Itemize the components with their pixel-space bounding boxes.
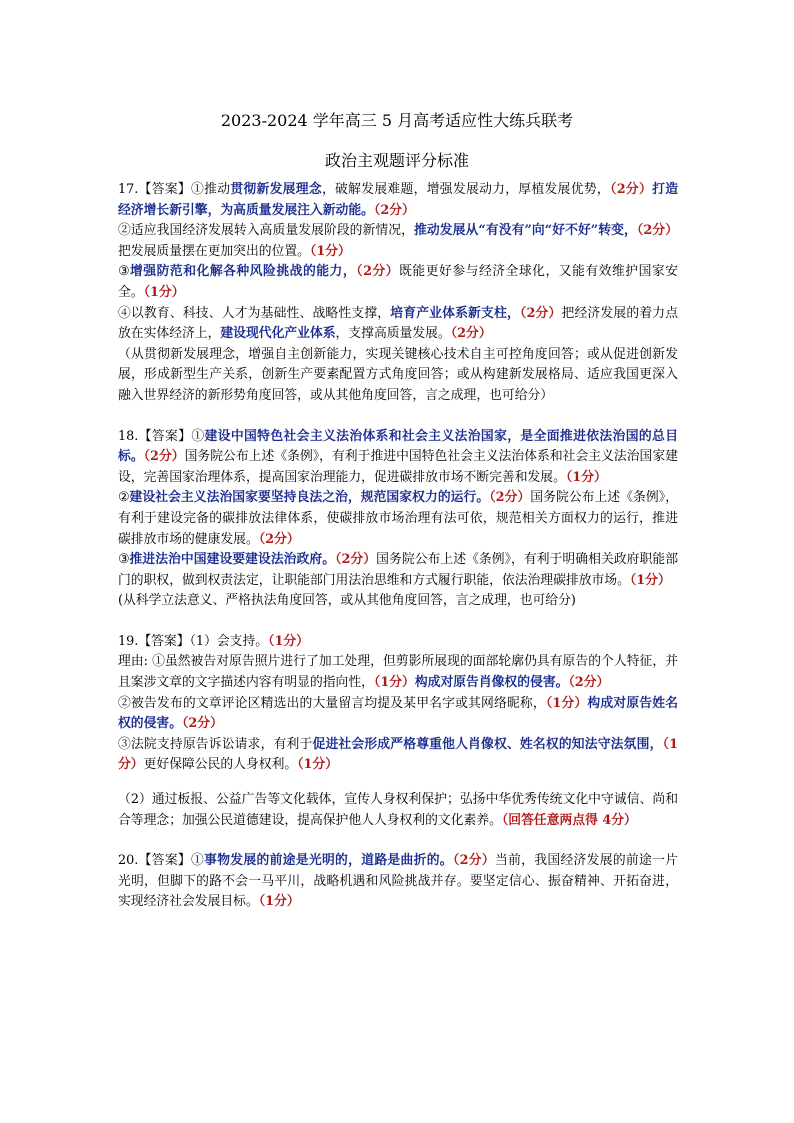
- q19-answer: [118, 632, 678, 653]
- score-label: （1分）: [143, 284, 185, 300]
- answer-text: ②被告发布的文章评论区精选出的大量留言均提及某甲名字或其网络昵称，: [118, 695, 546, 711]
- score-label: （1分）: [118, 736, 679, 773]
- score-label: （2分）: [450, 326, 492, 342]
- answer-text: ，破解发展难题，增强发展动力，厚植发展优势，: [321, 182, 611, 197]
- answer-text: 国务院公布上述《条例》，有利于推进中国特色社会主义法治体系和社会主义法治国家建设，完善国家治理体系，提高国家治理能力，促进碳排放市场不断完善和发展。: [118, 449, 678, 485]
- answer-text: ③法院支持原告诉讼请求，有利于: [118, 736, 313, 752]
- q17-point-2: [118, 221, 678, 262]
- score-label: （2分）: [610, 182, 653, 197]
- key-point-text: 推进法治中国建设要建设法治政府。: [129, 552, 336, 568]
- q17-point-3: [118, 262, 678, 303]
- score-label: （回答任意两点得 4分）: [501, 812, 637, 828]
- key-point-text: 构成对原告肖像权的侵害。: [414, 675, 569, 691]
- q18-point-1: [118, 427, 678, 489]
- score-label: （1分）: [545, 695, 588, 711]
- key-point-text: 建设社会主义法治国家要坚持良法之治，规范国家权力的运行。: [129, 490, 490, 506]
- answer-text: ③: [118, 552, 130, 568]
- key-point-text: 事物发展的前途是光明的，道路是曲折的。: [204, 853, 453, 869]
- spacer: [118, 831, 678, 851]
- score-label: （2分）: [636, 223, 678, 239]
- answer-text: 国务院公布上述《条例》，有利于建设完备的碳排放法律体系，使碳排放市场治理有法可依，规范相关方面权力的运行，推进碳排放市场的健康发展。: [118, 490, 678, 547]
- answer-text: 既能更好参与经济全球化，又能有效维护国家安全。: [118, 264, 678, 300]
- q19-reason-1: [118, 652, 678, 693]
- spacer: [118, 407, 678, 427]
- answer-text: 当前，我国经济发展的前途一片光明，但脚下的路不会一马平川，战略机遇和风险挑战并存。要坚定信心、振奋精神、开拓奋进，实现经济社会发展目标。: [118, 853, 679, 910]
- key-point-text: 构成对原告姓名权的侵害。: [118, 695, 679, 732]
- key-point-text: 推动发展从“有没有”向“好不好”转变，: [414, 223, 637, 239]
- answer-text: ④以教育、科技、人才为基础性、战略性支撑，: [118, 305, 391, 321]
- spacer: [118, 776, 678, 790]
- q18-note: [118, 591, 678, 612]
- score-label: （1分）: [297, 757, 339, 773]
- score-label: （1分）: [309, 243, 351, 259]
- score-label: （1分）: [373, 675, 415, 691]
- score-label: （2分）: [452, 853, 495, 869]
- answer-text: 18.【答案】①: [118, 428, 205, 444]
- answer-text: （从贯彻新发展理念，增强自主创新能力，实现关键核心技术自主可控角度回答；或从促进创新发展，形成新型生产关系，创新生产要素配置方式角度回答；或从构建新发展格局、适应我国更深入融入世界经济的新形势角度回答，或从其他角度回答，言之成理，也可给分）: [118, 346, 678, 403]
- answer-text: (从科学立法意义、严格执法角度回答，或从其他角度回答，言之成理，也可给分): [118, 593, 576, 609]
- score-label: （2分）: [373, 202, 415, 218]
- score-label: （2分）: [519, 305, 562, 321]
- answer-content: [118, 180, 678, 913]
- answer-text: ③: [118, 264, 130, 280]
- answer-text: 17.【答案】①推动: [118, 182, 231, 197]
- answer-text: 更好保障公民的人身权利。: [143, 757, 298, 773]
- score-label: （2分）: [143, 449, 185, 465]
- answer-text: 19.【答案】（1）会支持。: [118, 633, 269, 649]
- q19-part-2: [118, 790, 678, 831]
- score-label: （2分）: [181, 716, 223, 732]
- answer-text: 20.【答案】①: [118, 853, 205, 869]
- score-label: （1分）: [565, 469, 607, 485]
- answer-text: ②适应我国经济发展转入高质量发展阶段的新情况，: [118, 223, 415, 239]
- score-label: （2分）: [489, 490, 531, 506]
- answer-text: 把经济发展的着力点放在实体经济上，: [118, 305, 679, 342]
- key-point-text: 建设中国特色社会主义法治体系和社会主义法治国家，是全面推进依法治国的总目标。: [118, 428, 678, 465]
- score-label: （2分）: [335, 552, 377, 568]
- score-label: （2分）: [568, 675, 610, 691]
- answer-text: ，支撑高质量发展。: [335, 326, 451, 342]
- score-label: （2分）: [356, 264, 400, 280]
- answer-text: ②: [118, 490, 130, 506]
- key-point-text: 建设现代化产业体系: [220, 326, 336, 342]
- q20-point-1: [118, 851, 678, 913]
- q19-reason-3: [118, 735, 678, 776]
- key-point-text: 贯彻新发展理念: [230, 182, 322, 197]
- spacer: [118, 612, 678, 632]
- answer-text: 国务院公布上述《条例》，有利于明确相关政府职能部门的职权，做到权责法定，让职能部门用法治思维和方式履行职能，依法治理碳排放市场。: [118, 552, 678, 588]
- score-label: （2分）: [258, 531, 300, 547]
- score-label: （1分）: [268, 633, 309, 649]
- document-subtitle: 政治主观题评分标准: [324, 151, 469, 170]
- answer-text: 理由: ①虽然被告对原告照片进行了加工处理，但剪影所展现的面部轮廓仍具有原告的个人特征，并且案涉文章的文字描述内容有明显的指向性，: [118, 654, 678, 691]
- key-point-text: 培育产业体系新支柱，: [390, 305, 520, 321]
- score-label: （1分）: [258, 894, 300, 910]
- answer-text: 把发展质量摆在更加突出的位置。: [118, 243, 310, 259]
- document-title: 2023-2024 学年高三 5 月高考适应性大练兵联考: [220, 111, 574, 130]
- q17-note: [118, 345, 678, 407]
- key-point-text: 增强防范和化解各种风险挑战的能力，: [129, 264, 357, 280]
- q17-point-4: [118, 304, 678, 345]
- key-point-text: 打造经济增长新引擎，为高质量发展注入新动能。: [118, 182, 679, 218]
- q18-point-2: [118, 488, 678, 550]
- q19-reason-2: [118, 694, 678, 735]
- q18-point-3: [118, 550, 678, 591]
- q17-point-1: [118, 180, 678, 221]
- key-point-text: 促进社会形成严格尊重他人肖像权、姓名权的知法守法氛围，: [312, 736, 663, 752]
- score-label: （1分）: [629, 572, 671, 588]
- answer-text: （2）通过板报、公益广告等文化载体，宣传人身权利保护；弘扬中华优秀传统文化中守诚信、尚和合等理念；加强公民道德建设，提高保护他人人身权利的文化素养。: [118, 792, 678, 828]
